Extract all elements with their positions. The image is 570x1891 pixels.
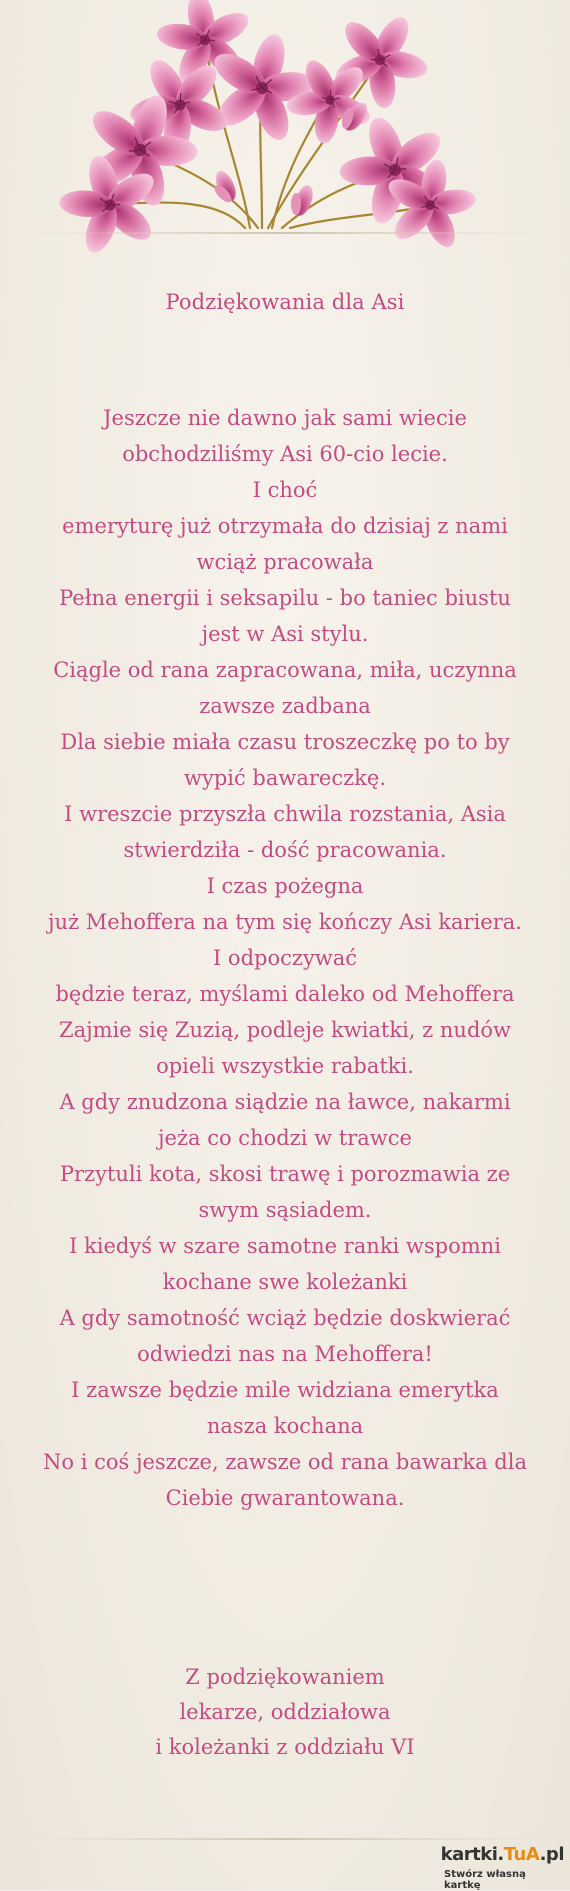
logo-wordmark xyxy=(441,1844,564,1865)
logo-tagline: Stwórz własną kartkę xyxy=(444,1869,526,1891)
poem-line: A gdy znudzona siądzie na ławce, nakarmi jeża co chodzi w trawce xyxy=(59,1090,511,1150)
poem-line: Jeszcze nie dawno jak sami wiecie obchodziliśmy Asi 60-cio lecie. xyxy=(103,406,467,466)
poem-line: I wreszcie przyszła chwila rozstania, Asia stwierdziła - dość pracowania. xyxy=(64,802,506,862)
poem-line: Przytuli kota, skosi trawę i porozmawia ze swym sąsiadem. xyxy=(59,1162,511,1222)
poem-line: I czas pożegna xyxy=(206,874,364,898)
poem-line: odwiedzi nas na Mehoffera! xyxy=(137,1342,433,1366)
logo-suffix: .pl xyxy=(539,1844,564,1865)
logo-prefix: kartki. xyxy=(440,1844,504,1865)
poem-line: I zawsze będzie mile widziana emerytka nasza kochana xyxy=(71,1378,499,1438)
poem-line: A gdy samotność wciąż będzie doskwierać xyxy=(59,1306,511,1330)
poem-line: No i coś jeszcze, zawsze od rana bawarka dla Ciebie gwarantowana. xyxy=(43,1450,527,1510)
poem-line: I choć xyxy=(252,478,318,502)
poem-line: Zajmie się Zuzią, podleje kwiatki, z nudów opieli wszystkie rabatki. xyxy=(58,1018,512,1078)
site-logo[interactable] xyxy=(440,1842,564,1891)
poem-line: już Mehoffera na tym się kończy Asi kariera. xyxy=(48,910,522,934)
poem-line: Dla siebie miała czasu troszeczkę po to by wypić bawareczkę. xyxy=(60,730,510,790)
signature-line: i koleżanki z oddziału VI xyxy=(155,1735,415,1759)
signature-line: lekarze, oddziałowa xyxy=(179,1700,391,1724)
card-title: Podziękowania dla Asi xyxy=(165,290,405,314)
logo-accent: TuA xyxy=(503,1844,540,1865)
poem-line: Ciągle od rana zapracowana, miła, uczynna zawsze zadbana xyxy=(53,658,517,718)
poem-line: będzie teraz, myślami daleko od Mehoffera xyxy=(55,982,515,1006)
top-divider xyxy=(30,232,540,235)
poem-body xyxy=(40,400,530,1516)
bottom-divider xyxy=(30,1838,540,1841)
poem-line: I kiedyś w szare samotne ranki wspomni kochane swe koleżanki xyxy=(69,1234,501,1294)
flower-bouquet-illustration xyxy=(0,0,570,270)
poem-line: Pełna energii i seksapilu - bo taniec biustu jest w Asi stylu. xyxy=(59,586,511,646)
signature-block xyxy=(0,1660,570,1765)
signature-line: Z podziękowaniem xyxy=(185,1665,385,1689)
poem-line: I odpoczywać xyxy=(212,946,358,970)
poem-line: emeryturę już otrzymała do dzisiaj z nami wciąż pracowała xyxy=(62,514,508,574)
